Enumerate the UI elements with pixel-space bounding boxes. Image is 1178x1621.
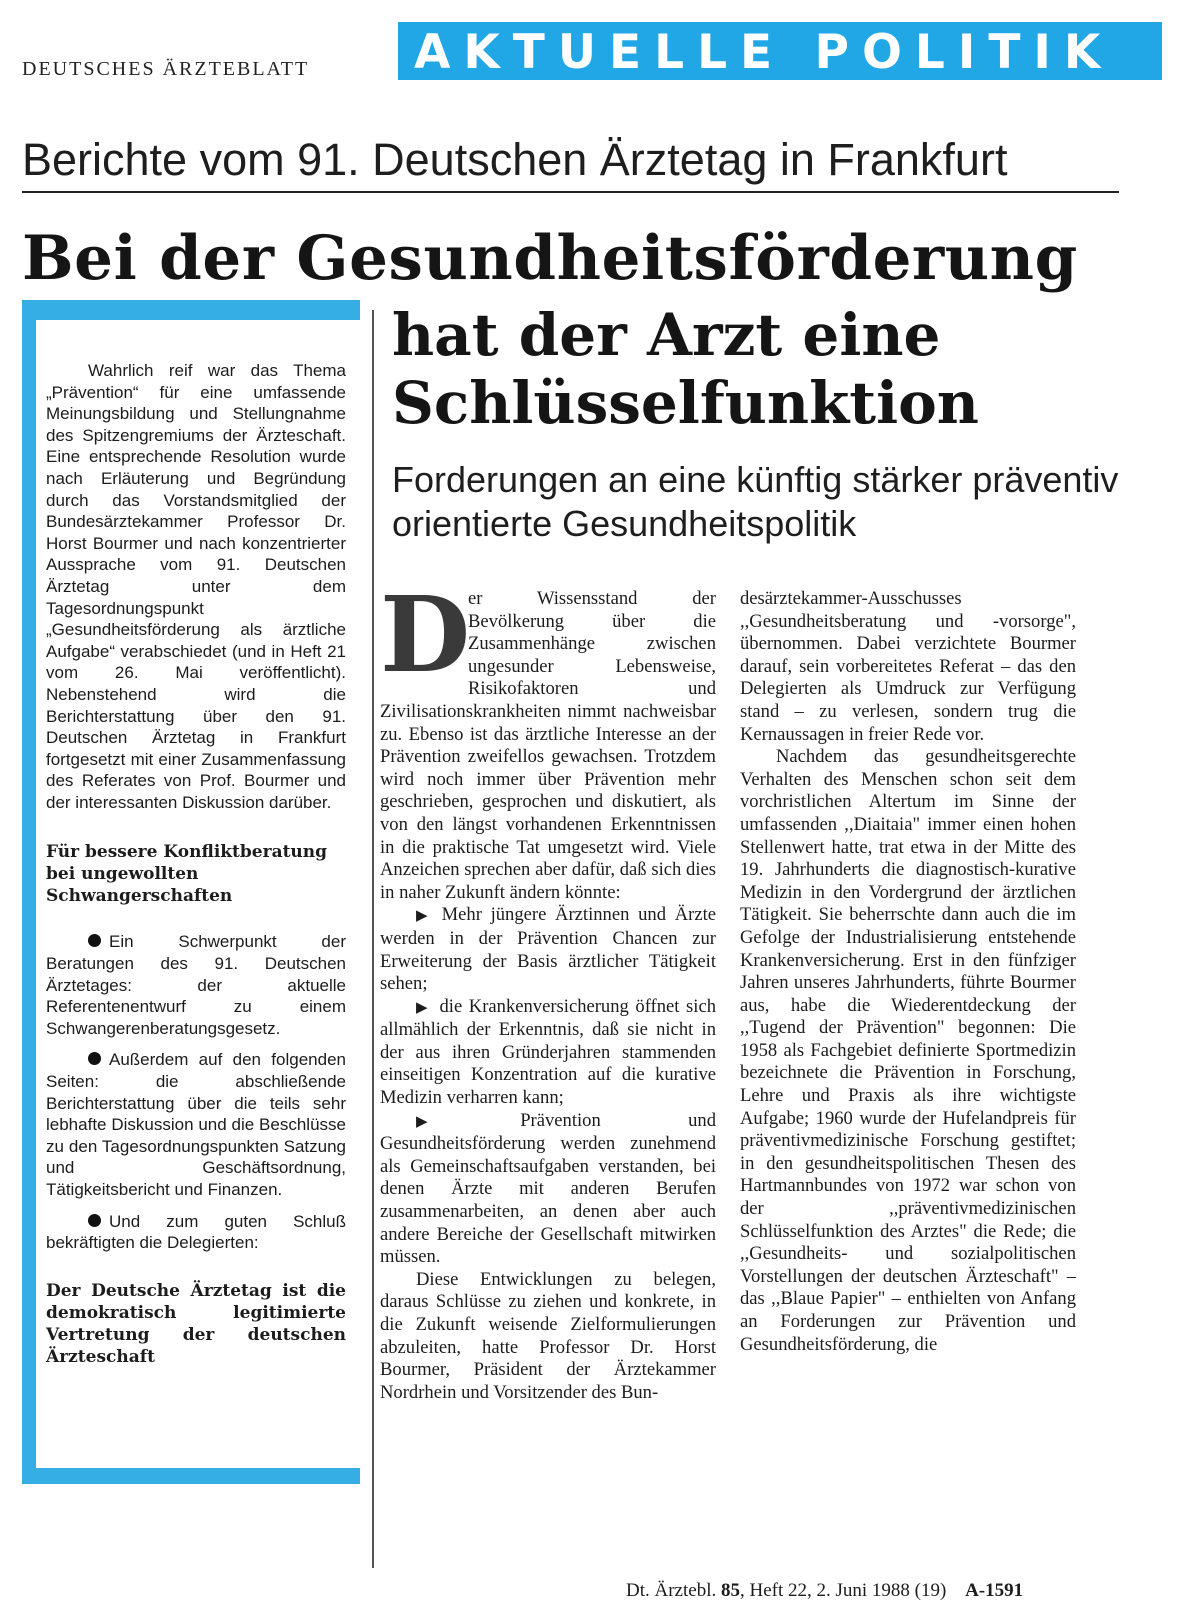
arrow-right-icon: ▶ <box>416 908 432 925</box>
sidebar-bullet-text: Und zum guten Schluß bekräftigten die Delegierten: <box>46 1211 346 1253</box>
body-paragraph: Nachdem das gesundheitsgerechte Verhalten des Menschen schon seit dem vorchristlichen Altertum im Sinne der umfassenden ,,Diaitaia" immer einen hohen Stellenwert hatte, trat etwa in der Mitte des 19. Jahrhunderts die diagnostisch-kurative Medizin in den Vordergrund der ärztlichen Tätigkeit. Sie beherrschte dann auch die im Gefolge der Industrialisierung entstehende Krankenversicherung. Erst in den fünfziger Jahren unseres Jahrhunderts, führte Bourmer aus, habe die Wiederentdeckung der ,,Tugend der Prävention" begonnen: Die 1958 als Fachgebiet definierte Sportmedizin bezeichnete die Prävention in Forschung, Lehre und Praxis als ihre wichtigste Aufgabe; 1960 wurde der Hufelandpreis für präventivmedizinische Forschung gestiftet; in den gesundheitspolitischen Thesen des Hartmannbundes von 1972 war schon von der ,,präventivmedizinischen Schlüsselfunktion des Arztes" die Rede; die ,,Gesundheits- und sozialpolitischen Vorstellungen der deutschen Ärzteschaft" – das ,,Blaue Papier" – enthielten von Anfang an Forderungen zur Prävention und Gesundheitsförderung, die <box>740 746 1076 1355</box>
sidebar-closing: Der Deutsche Ärztetag ist die demokratisch legitimierte Vertretung der deutschen Ärzteschaft <box>46 1280 346 1367</box>
sidebar-bullet <box>46 1049 346 1200</box>
article-kicker: Berichte vom 91. Deutschen Ärztetag in Frankfurt <box>22 134 1008 185</box>
bullet-dot-icon <box>88 1214 101 1227</box>
footer-volume: 85 <box>720 1580 740 1601</box>
body-bullet-text: Mehr jüngere Ärztinnen und Ärzte werden in der Prävention Chancen zur Erweiterung der Basis ärztlicher Tätigkeit sehen; <box>380 904 716 995</box>
footer-issue-date: , Heft 22, 2. Juni 1988 (19) <box>739 1580 947 1601</box>
body-bullet-text: Prävention und Gesundheitsförderung werden zunehmend als Gemeinschaftsaufgaben verstanden, bei denen Ärzte mit anderen Berufen zusammenarbeiten, an denen aber auch andere Bereiche der Gesellschaft mitwirken müssen. <box>380 1109 716 1268</box>
body-bullet <box>380 1110 716 1269</box>
body-paragraph: desärztekammer-Ausschusses ,,Gesundheitsberatung und -vorsorge", übernommen. Dabei verzichtete Bourmer darauf, sein vorbereitetes Referat – das den Delegierten als Umdruck zur Verfügung stand – zu verlesen, sondern trug die Kernaussagen in freier Rede vor. <box>740 588 1076 745</box>
body-column-2 <box>740 588 1076 1356</box>
headline-line-2: hat der Arzt eine <box>392 301 941 369</box>
section-banner <box>398 22 1162 80</box>
body-bullet-text: die Krankenversicherung öffnet sich allmählich der Erkenntnis, daß sie nicht in der aus ihren Gründerjahren stammenden einseitigen Konzentration auf die kurative Medizin verharren kann; <box>380 995 717 1109</box>
dropcap: D <box>380 573 471 696</box>
bullet-dot-icon <box>88 934 101 947</box>
sidebar-frame-bottom <box>22 1468 360 1484</box>
column-rule <box>372 310 374 1568</box>
body-paragraph: Diese Entwicklungen zu belegen, daraus Schlüsse zu ziehen und konkrete, in die Zukunft weisende Zielformulierungen abzuleiten, hatte Professor Dr. Horst Bourmer, Präsident der Ärztekammer Nordrhein und Vorsitzender des Bun- <box>380 1268 716 1403</box>
body-bullet <box>380 904 716 995</box>
body-paragraph <box>380 573 716 904</box>
arrow-right-icon: ▶ <box>416 999 430 1016</box>
sidebar-frame-left <box>22 300 36 1480</box>
sidebar-bullet <box>46 1211 346 1254</box>
headline-line-3: Schlüsselfunktion <box>392 369 979 437</box>
sidebar-bullet-text: Außerdem auf den folgenden Seiten: die abschließende Berichterstattung über die teils sehr lebhafte Diskussion und die Beschlüsse zu den Tagesordnungspunkten Satzung und Geschäftsordnung, Tätigkeitsbericht und Finanzen. <box>46 1050 346 1199</box>
sidebar-bullet <box>46 931 346 1039</box>
sidebar-heading: Für bessere Konfliktberatung bei ungewollten Schwangerschaften <box>46 842 328 907</box>
arrow-right-icon: ▶ <box>416 1113 511 1130</box>
footer-journal: Dt. Ärztebl. <box>626 1580 717 1601</box>
sidebar-box <box>46 360 346 1368</box>
body-column-1 <box>380 573 717 1404</box>
subheadline: Forderungen an eine künftig stärker präventiv orientierte Gesundheitspolitik <box>392 459 1119 544</box>
section-label: AKTUELLE POLITIK <box>414 25 1114 80</box>
kicker-rule <box>22 191 1119 193</box>
sidebar-intro: Wahrlich reif war das Thema „Prävention“ für eine umfassende Meinungsbildung und Stellungnahme des Spitzengremiums der Ärzteschaft. Eine entsprechende Resolution wurde nach Erläuterung und Begründung durch das Vorstandsmitglied der Bundesärztekammer Professor Dr. Horst Bourmer und nach konzentrierter Aussprache vom 91. Deutschen Ärztetag unter dem Tagesordnungspunkt „Gesundheitsförderung als ärztliche Aufgabe“ verabschiedet (und in Heft 21 vom 26. Mai veröffentlicht). Nebenstehend wird die Berichterstattung über den 91. Deutschen Ärztetag in Frankfurt fortgesetzt mit einer Zusammenfassung des Referates von Prof. Bourmer und der interessanten Diskussion darüber. <box>46 361 346 812</box>
body-text: er Wissensstand der Bevölkerung über die Zusammenhänge zwischen ungesunder Lebensweise, Risikofaktoren und Zivilisationskrankheiten nimmt nachweisbar zu. Ebenso ist das ärztliche Interesse an der Prävention zweifellos gewachsen. Trotzdem wird noch immer über Prävention mehr geschrieben, gesprochen und diskutiert, als von den längst vorhandenen Erkenntnissen in die praktische Tat umgesetzt wird. Viele Anzeichen sprechen aber dafür, daß sich dies in naher Zukunft ändern könnte: <box>380 588 716 903</box>
sidebar-frame-top <box>22 300 360 320</box>
footer-page-number: A-1591 <box>965 1580 1024 1601</box>
body-bullet <box>380 996 716 1110</box>
bullet-dot-icon <box>88 1052 101 1065</box>
sidebar-bullet-text: Ein Schwerpunkt der Beratungen des 91. Deutschen Ärztetages: der aktuelle Referentenentwurf zu einem Schwangerenberatungsgesetz. <box>46 932 346 1038</box>
page-footer <box>626 1580 1023 1602</box>
headline-line-1: Bei der Gesundheitsförderung <box>22 223 1078 294</box>
masthead: DEUTSCHES ÄRZTEBLATT <box>22 58 310 80</box>
